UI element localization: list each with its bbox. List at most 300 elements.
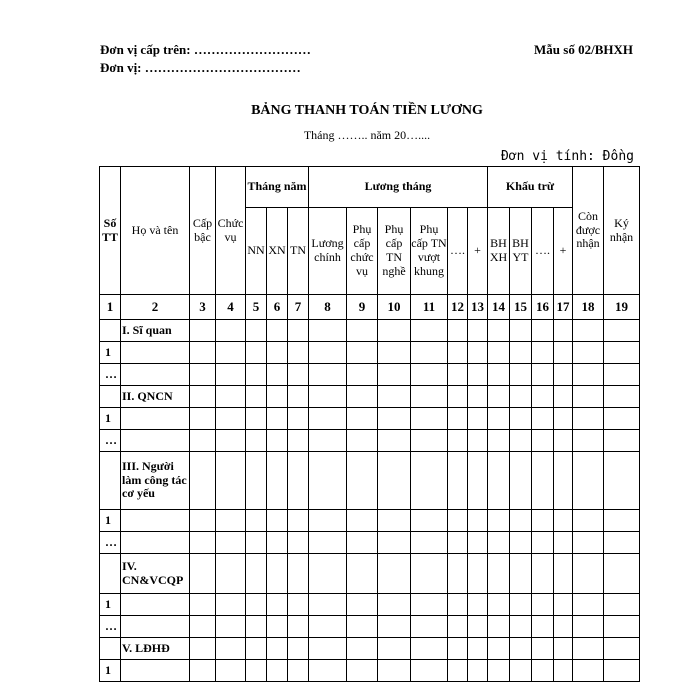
empty-cell [554,430,573,452]
row-index: … [100,430,121,452]
empty-cell [604,594,640,616]
empty-cell [378,320,411,342]
col-number: 4 [216,295,246,320]
empty-cell [216,510,246,532]
empty-cell [267,532,288,554]
empty-cell [309,342,347,364]
empty-cell [573,452,604,510]
empty-cell [378,510,411,532]
empty-cell [573,342,604,364]
empty-cell [510,594,532,616]
empty-cell [604,386,640,408]
empty-cell [532,532,554,554]
empty-cell [288,452,309,510]
empty-cell [190,510,216,532]
empty-cell [121,342,190,364]
table-row [100,364,640,386]
empty-cell [532,342,554,364]
empty-cell [246,638,267,660]
empty-cell [288,638,309,660]
empty-cell [510,342,532,364]
empty-cell [246,430,267,452]
empty-cell [488,532,510,554]
empty-cell [378,430,411,452]
empty-cell [510,616,532,638]
empty-cell [378,554,411,594]
empty-cell [267,452,288,510]
col-dots-2: …. [532,208,554,295]
col-number: 7 [288,295,309,320]
section-label: IV. CN&VCQP [121,554,190,594]
empty-cell [347,452,378,510]
empty-cell [246,342,267,364]
empty-cell [554,532,573,554]
empty-cell [573,364,604,386]
empty-cell [267,364,288,386]
col-remaining: Còn được nhận [573,167,604,295]
empty-cell [288,430,309,452]
empty-cell [510,408,532,430]
empty-cell [216,554,246,594]
empty-cell [121,430,190,452]
empty-cell [288,364,309,386]
empty-cell [510,532,532,554]
empty-cell [448,452,468,510]
empty-cell [288,510,309,532]
col-dots: …. [448,208,468,295]
empty-cell [190,660,216,682]
empty-cell [411,364,448,386]
empty-cell [267,554,288,594]
empty-cell [267,342,288,364]
empty-cell [347,408,378,430]
empty-cell [216,452,246,510]
empty-cell [246,532,267,554]
empty-cell [532,452,554,510]
empty-cell [246,408,267,430]
row-index: 1 [100,594,121,616]
col-number: 6 [267,295,288,320]
col-rank: Cấp bậc [190,167,216,295]
empty-cell [246,364,267,386]
empty-cell [468,430,488,452]
col-pc-position: Phụ cấp chức vụ [347,208,378,295]
table-row [100,660,640,682]
row-index: 1 [100,342,121,364]
empty-cell [448,616,468,638]
section-row [100,554,640,594]
empty-cell [532,616,554,638]
empty-cell [267,594,288,616]
empty-cell [288,408,309,430]
empty-cell [347,532,378,554]
empty-cell [267,510,288,532]
empty-cell [532,408,554,430]
empty-cell [190,342,216,364]
empty-cell [216,532,246,554]
row-index: … [100,616,121,638]
empty-cell [510,554,532,594]
empty-cell [347,342,378,364]
empty-cell [246,554,267,594]
empty-cell [532,386,554,408]
empty-cell [378,408,411,430]
empty-cell [448,342,468,364]
empty-cell [309,638,347,660]
empty-cell [216,430,246,452]
empty-cell [347,364,378,386]
empty-cell [309,430,347,452]
empty-cell [378,594,411,616]
empty-cell [554,510,573,532]
empty-cell [309,554,347,594]
empty-cell [448,660,468,682]
parent-unit-line: Đơn vị cấp trên: ……………………… [100,42,311,57]
empty-cell [411,510,448,532]
col-number: 12 [448,295,468,320]
empty-cell [246,594,267,616]
empty-cell [554,320,573,342]
empty-cell [488,364,510,386]
col-number: 10 [378,295,411,320]
empty-cell [468,408,488,430]
empty-cell [448,554,468,594]
col-number: 2 [121,295,190,320]
col-name: Họ và tên [121,167,190,295]
empty-cell [573,386,604,408]
empty-cell [378,638,411,660]
empty-cell [532,320,554,342]
col-number: 3 [190,295,216,320]
empty-cell [347,386,378,408]
empty-cell [604,430,640,452]
empty-cell [488,408,510,430]
empty-cell [100,554,121,594]
document-subtitle: Tháng …….. năm 20….... [303,128,431,142]
empty-cell [468,616,488,638]
col-stt: Số TT [100,167,121,295]
empty-cell [411,452,448,510]
empty-cell [121,364,190,386]
empty-cell [347,320,378,342]
empty-cell [510,510,532,532]
empty-cell [573,660,604,682]
empty-cell [190,386,216,408]
empty-cell [347,510,378,532]
col-number: 9 [347,295,378,320]
empty-cell [468,364,488,386]
empty-cell [190,408,216,430]
empty-cell [216,638,246,660]
empty-cell [267,638,288,660]
col-number: 8 [309,295,347,320]
empty-cell [604,510,640,532]
col-tn: TN [288,208,309,295]
empty-cell [411,408,448,430]
empty-cell [411,554,448,594]
col-number: 18 [573,295,604,320]
empty-cell [604,364,640,386]
col-number: 11 [411,295,448,320]
col-plus-2: + [554,208,573,295]
table-row [100,510,640,532]
empty-cell [488,638,510,660]
row-index: 1 [100,408,121,430]
empty-cell [510,452,532,510]
section-label: II. QNCN [121,386,190,408]
empty-cell [267,408,288,430]
empty-cell [488,510,510,532]
empty-cell [309,594,347,616]
row-index: … [100,532,121,554]
empty-cell [267,430,288,452]
empty-cell [378,386,411,408]
empty-cell [468,532,488,554]
empty-cell [573,408,604,430]
col-pc-over: Phụ cấp TN vượt khung [411,208,448,295]
col-pc-seniority: Phụ cấp TN nghề [378,208,411,295]
empty-cell [347,660,378,682]
unit-line: Đơn vị: ……………………………… [100,60,301,75]
empty-cell [216,616,246,638]
col-number: 5 [246,295,267,320]
empty-cell [488,430,510,452]
empty-cell [532,554,554,594]
empty-cell [448,386,468,408]
empty-cell [216,320,246,342]
row-index: 1 [100,660,121,682]
section-label: I. Sĩ quan [121,320,190,342]
empty-cell [468,510,488,532]
empty-cell [604,616,640,638]
section-row [100,320,640,342]
empty-cell [411,638,448,660]
empty-cell [554,594,573,616]
empty-cell [100,386,121,408]
document-title: BẢNG THANH TOÁN TIỀN LƯƠNG [251,103,483,118]
section-row [100,452,640,510]
empty-cell [411,342,448,364]
empty-cell [604,342,640,364]
empty-cell [216,342,246,364]
header-row-1 [100,167,640,208]
empty-cell [488,452,510,510]
empty-cell [411,532,448,554]
empty-cell [288,386,309,408]
empty-cell [267,616,288,638]
empty-cell [378,342,411,364]
empty-cell [573,430,604,452]
empty-cell [468,660,488,682]
section-label: III. Người làm công tác cơ yếu [121,452,190,510]
empty-cell [288,342,309,364]
empty-cell [100,452,121,510]
empty-cell [288,594,309,616]
empty-cell [190,554,216,594]
row-index: 1 [100,510,121,532]
empty-cell [573,554,604,594]
empty-cell [309,452,347,510]
empty-cell [378,364,411,386]
empty-cell [121,616,190,638]
row-index: … [100,364,121,386]
col-plus: + [468,208,488,295]
empty-cell [121,532,190,554]
empty-cell [347,594,378,616]
empty-cell [510,660,532,682]
empty-cell [532,510,554,532]
empty-cell [288,660,309,682]
empty-cell [216,594,246,616]
column-number-row [100,295,640,320]
empty-cell [488,594,510,616]
empty-cell [448,638,468,660]
empty-cell [604,638,640,660]
empty-cell [347,638,378,660]
empty-cell [448,510,468,532]
empty-cell [347,616,378,638]
empty-cell [190,638,216,660]
empty-cell [100,320,121,342]
form-code: Mẫu số 02/BHXH [534,42,633,57]
empty-cell [510,320,532,342]
empty-cell [604,320,640,342]
empty-cell [246,386,267,408]
empty-cell [488,386,510,408]
empty-cell [121,510,190,532]
empty-cell [190,532,216,554]
empty-cell [309,364,347,386]
empty-cell [604,660,640,682]
empty-cell [488,342,510,364]
col-bhxh: BH XH [488,208,510,295]
table-row [100,408,640,430]
empty-cell [510,430,532,452]
empty-cell [190,616,216,638]
empty-cell [532,594,554,616]
empty-cell [510,638,532,660]
empty-cell [378,660,411,682]
empty-cell [604,408,640,430]
empty-cell [309,660,347,682]
empty-cell [604,532,640,554]
empty-cell [378,616,411,638]
col-salary-group: Lương tháng [309,167,488,208]
col-number: 14 [488,295,510,320]
col-sign: Ký nhận [604,167,640,295]
empty-cell [378,532,411,554]
col-number: 17 [554,295,573,320]
table-body [100,320,640,682]
section-row [100,638,640,660]
col-position: Chức vụ [216,167,246,295]
empty-cell [216,408,246,430]
empty-cell [468,320,488,342]
empty-cell [554,342,573,364]
empty-cell [246,660,267,682]
empty-cell [190,430,216,452]
col-number: 19 [604,295,640,320]
empty-cell [216,660,246,682]
empty-cell [267,320,288,342]
empty-cell [448,408,468,430]
col-xn: XN [267,208,288,295]
empty-cell [448,430,468,452]
empty-cell [309,320,347,342]
empty-cell [488,320,510,342]
empty-cell [448,532,468,554]
empty-cell [288,532,309,554]
col-number: 15 [510,295,532,320]
empty-cell [309,408,347,430]
empty-cell [468,452,488,510]
empty-cell [532,638,554,660]
empty-cell [554,386,573,408]
empty-cell [288,616,309,638]
empty-cell [267,660,288,682]
empty-cell [468,342,488,364]
empty-cell [411,660,448,682]
col-month-year: Tháng năm [246,167,309,208]
empty-cell [309,532,347,554]
empty-cell [347,430,378,452]
empty-cell [554,408,573,430]
empty-cell [468,638,488,660]
empty-cell [411,616,448,638]
table-row [100,616,640,638]
empty-cell [554,616,573,638]
table-row [100,430,640,452]
empty-cell [468,386,488,408]
section-label: V. LĐHĐ [121,638,190,660]
empty-cell [554,554,573,594]
empty-cell [411,386,448,408]
empty-cell [288,320,309,342]
empty-cell [573,638,604,660]
empty-cell [246,452,267,510]
empty-cell [288,554,309,594]
empty-cell [468,594,488,616]
empty-cell [190,594,216,616]
empty-cell [604,554,640,594]
empty-cell [510,386,532,408]
empty-cell [309,386,347,408]
empty-cell [378,452,411,510]
col-nn: NN [246,208,267,295]
empty-cell [448,320,468,342]
empty-cell [468,554,488,594]
section-row [100,386,640,408]
currency-unit: Đơn vị tính: Đồng [500,149,634,164]
empty-cell [573,594,604,616]
payroll-table [99,166,640,682]
empty-cell [573,532,604,554]
table-row [100,342,640,364]
col-deduct-group: Khấu trừ [488,167,573,208]
empty-cell [190,320,216,342]
empty-cell [532,364,554,386]
empty-cell [554,452,573,510]
table-row [100,594,640,616]
col-number: 1 [100,295,121,320]
empty-cell [573,320,604,342]
empty-cell [488,660,510,682]
empty-cell [554,638,573,660]
col-base-salary: Lương chính [309,208,347,295]
empty-cell [100,638,121,660]
empty-cell [573,510,604,532]
empty-cell [121,660,190,682]
